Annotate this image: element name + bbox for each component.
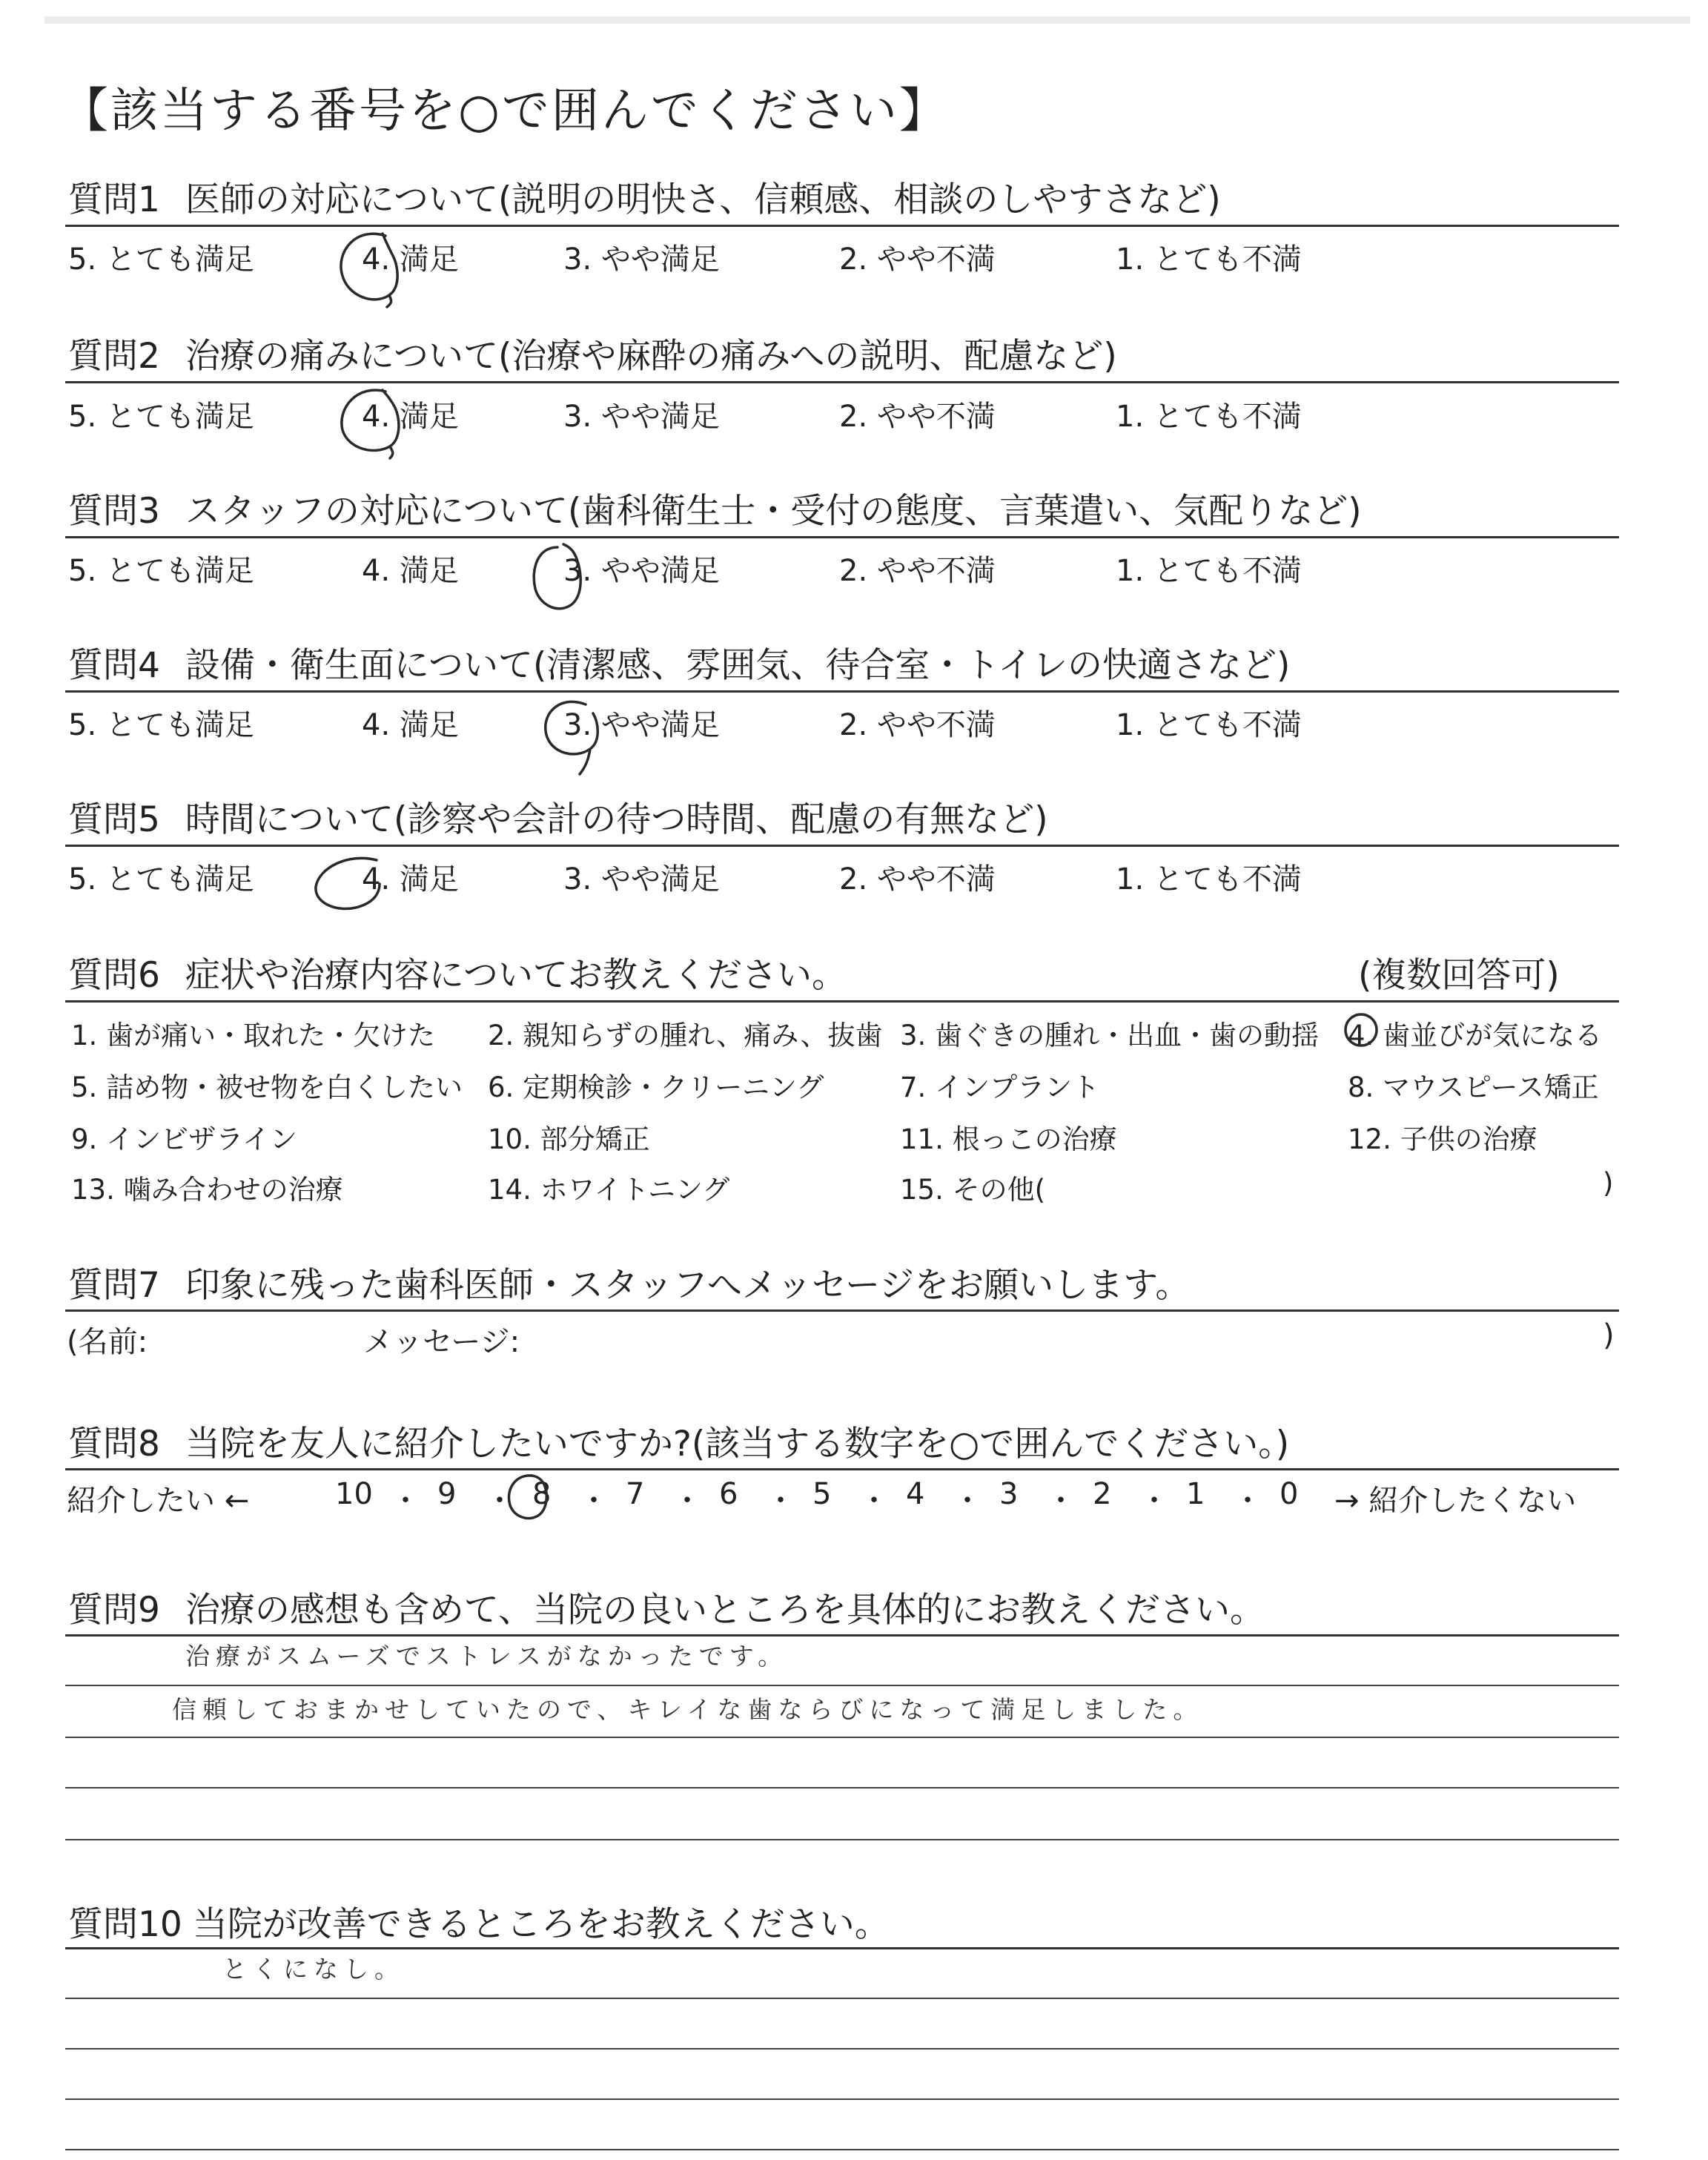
q2-option-2[interactable]: 2. やや不満 xyxy=(839,400,996,434)
question-text: 当院が改善できるところをお教えください。 xyxy=(192,1904,890,1945)
scale-separator-dot: ・ xyxy=(672,1484,702,1518)
question-1 xyxy=(68,172,1221,222)
recommend-left-label: 紹介したい ← xyxy=(67,1484,250,1518)
q6-item-4[interactable]: 4. 歯並びが気になる xyxy=(1348,1020,1603,1051)
q6-item-13[interactable]: 13. 噛み合わせの治療 xyxy=(71,1174,343,1206)
question-text: 治療の感想も含めて、当院の良いところを具体的にお教えください。 xyxy=(185,1590,1265,1631)
q9-handwritten-answer-1: 治療がスムーズでストレスがなかったです。 xyxy=(185,1642,789,1671)
q4-option-1[interactable]: 1. とても不満 xyxy=(1116,708,1302,742)
question-text: 設備・衛生面について(清潔感、雰囲気、待合室・トイレの快適さなど) xyxy=(185,645,1291,686)
question-text: 当院を友人に紹介したいですか?(該当する数字を○で囲んでください。) xyxy=(185,1424,1290,1464)
q6-item-15[interactable]: 15. その他( xyxy=(900,1174,1046,1206)
q3-option-5[interactable]: 5. とても満足 xyxy=(68,554,254,588)
question-9 xyxy=(68,1582,1265,1632)
question-number: 質問3 xyxy=(68,491,160,532)
answer-line xyxy=(65,1998,1619,1999)
q5-option-3[interactable]: 3. やや満足 xyxy=(563,862,720,896)
q6-other-close-paren: ) xyxy=(1603,1167,1614,1199)
q2-option-4[interactable]: 4. 満足 xyxy=(362,400,459,434)
q6-item-6[interactable]: 6. 定期検診・クリーニング xyxy=(488,1071,824,1103)
question-number: 質問10 xyxy=(68,1904,182,1945)
answer-line xyxy=(65,1685,1619,1686)
q3-option-1[interactable]: 1. とても不満 xyxy=(1116,554,1302,588)
recommend-value-3[interactable]: 3 xyxy=(999,1477,1019,1511)
recommend-value-4[interactable]: 4 xyxy=(906,1477,925,1511)
question-3 xyxy=(68,483,1362,533)
q6-item-10[interactable]: 10. 部分矯正 xyxy=(488,1123,650,1155)
question-text: 時間について(診察や会計の待つ時間、配慮の有無など) xyxy=(185,799,1048,840)
question-6 xyxy=(68,948,847,997)
q4-option-3[interactable]: 3. やや満足 xyxy=(563,708,720,742)
q4-option-5[interactable]: 5. とても満足 xyxy=(68,708,254,742)
scale-separator-dot: ・ xyxy=(1233,1484,1262,1518)
question-2 xyxy=(68,328,1117,378)
q4-option-2[interactable]: 2. やや不満 xyxy=(839,708,996,742)
q6-item-11[interactable]: 11. 根っこの治療 xyxy=(900,1123,1117,1155)
recommend-value-2[interactable]: 2 xyxy=(1093,1477,1112,1511)
scale-separator-dot: ・ xyxy=(953,1484,982,1518)
question-number: 質問7 xyxy=(68,1265,160,1306)
scale-separator-dot: ・ xyxy=(766,1484,795,1518)
question-4 xyxy=(68,638,1290,687)
question-number: 質問1 xyxy=(68,179,160,220)
question-7 xyxy=(68,1258,1190,1307)
recommend-value-6[interactable]: 6 xyxy=(719,1477,738,1511)
answer-line xyxy=(65,1634,1619,1636)
answer-line xyxy=(65,1737,1619,1738)
q6-item-7[interactable]: 7. インプラント xyxy=(900,1071,1100,1103)
q6-item-14[interactable]: 14. ホワイトニング xyxy=(488,1174,730,1206)
scale-separator-dot: ・ xyxy=(1046,1484,1076,1518)
divider xyxy=(65,225,1619,227)
q2-option-5[interactable]: 5. とても満足 xyxy=(68,400,254,434)
q6-item-1[interactable]: 1. 歯が痛い・取れた・欠けた xyxy=(71,1020,436,1051)
scan-top-edge xyxy=(44,16,1690,24)
q2-option-1[interactable]: 1. とても不満 xyxy=(1116,400,1302,434)
question-text: 症状や治療内容についてお教えください。 xyxy=(185,955,847,996)
scale-separator-dot: ・ xyxy=(485,1484,514,1518)
q7-name-field[interactable]: (名前: xyxy=(67,1325,148,1359)
question-number: 質問6 xyxy=(68,955,160,996)
question-number: 質問5 xyxy=(68,799,160,840)
divider xyxy=(65,381,1619,383)
q2-option-3[interactable]: 3. やや満足 xyxy=(563,400,720,434)
question-8 xyxy=(68,1416,1289,1466)
q6-item-5[interactable]: 5. 詰め物・被せ物を白くしたい xyxy=(71,1071,463,1103)
q3-option-3[interactable]: 3. やや満足 xyxy=(563,554,720,588)
question-number: 質問4 xyxy=(68,645,160,686)
answer-line xyxy=(65,1787,1619,1789)
answer-line xyxy=(65,2149,1619,2150)
q6-item-2[interactable]: 2. 親知らずの腫れ、痛み、抜歯 xyxy=(488,1020,883,1051)
q3-option-2[interactable]: 2. やや不満 xyxy=(839,554,996,588)
recommend-value-0[interactable]: 0 xyxy=(1280,1477,1299,1511)
question-number: 質問9 xyxy=(68,1590,160,1631)
q5-option-1[interactable]: 1. とても不満 xyxy=(1116,862,1302,896)
question-text: 治療の痛みについて(治療や麻酔の痛みへの説明、配慮など) xyxy=(185,336,1117,377)
answer-line xyxy=(65,2048,1619,2050)
recommend-value-10[interactable]: 10 xyxy=(335,1477,373,1511)
question-text: 医師の対応について(説明の明快さ、信頼感、相談のしやすさなど) xyxy=(185,179,1221,220)
q6-item-3[interactable]: 3. 歯ぐきの腫れ・出血・歯の動揺 xyxy=(900,1020,1320,1051)
question-5 xyxy=(68,792,1048,842)
recommend-value-1[interactable]: 1 xyxy=(1186,1477,1205,1511)
q1-selection-tail xyxy=(387,295,391,307)
q5-option-4[interactable]: 4. 満足 xyxy=(362,862,459,896)
q6-item-12[interactable]: 12. 子供の治療 xyxy=(1348,1123,1537,1155)
scale-separator-dot: ・ xyxy=(859,1484,889,1518)
q3-option-4[interactable]: 4. 満足 xyxy=(362,554,459,588)
q1-option-1[interactable]: 1. とても不満 xyxy=(1116,242,1302,277)
form-title: 【該当する番号を○で囲んでください】 xyxy=(61,84,949,139)
recommend-value-5[interactable]: 5 xyxy=(812,1477,832,1511)
divider xyxy=(65,536,1619,538)
divider xyxy=(65,1000,1619,1003)
recommend-right-label: → 紹介したくない xyxy=(1334,1484,1577,1518)
question-10 xyxy=(68,1897,890,1946)
answer-line xyxy=(65,1839,1619,1840)
recommend-value-7[interactable]: 7 xyxy=(626,1477,645,1511)
q1-option-5[interactable]: 5. とても満足 xyxy=(68,242,254,277)
q4-option-4[interactable]: 4. 満足 xyxy=(362,708,459,742)
q5-option-2[interactable]: 2. やや不満 xyxy=(839,862,996,896)
q6-item-9[interactable]: 9. インビザライン xyxy=(71,1123,297,1155)
question-number: 質問8 xyxy=(68,1424,160,1464)
answer-line xyxy=(65,2098,1619,2100)
q7-close-paren: ) xyxy=(1603,1318,1615,1353)
q1-option-3[interactable]: 3. やや満足 xyxy=(563,242,720,277)
answer-line xyxy=(65,1947,1619,1949)
scale-separator-dot: ・ xyxy=(579,1484,609,1518)
recommend-value-9[interactable]: 9 xyxy=(437,1477,457,1511)
recommend-value-8[interactable]: 8 xyxy=(532,1477,552,1511)
question-text: スタッフの対応について(歯科衛生士・受付の態度、言葉遣い、気配りなど) xyxy=(185,491,1362,532)
q6-item-8[interactable]: 8. マウスピース矯正 xyxy=(1348,1071,1599,1103)
question-text: 印象に残った歯科医師・スタッフへメッセージをお願いします。 xyxy=(185,1265,1191,1306)
multiple-answers-note: (複数回答可) xyxy=(1358,955,1560,996)
q2-selection-tail xyxy=(390,446,393,458)
divider xyxy=(65,690,1619,693)
scale-separator-dot: ・ xyxy=(1139,1484,1169,1518)
q5-option-5[interactable]: 5. とても満足 xyxy=(68,862,254,896)
q10-handwritten-answer: とくになし。 xyxy=(222,1955,405,1984)
question-number: 質問2 xyxy=(68,336,160,377)
q9-handwritten-answer-2: 信頼しておまかせしていたので、キレイな歯ならびになって満足しました。 xyxy=(172,1695,1204,1724)
q4-selection-tail xyxy=(580,749,590,774)
q7-message-field[interactable]: メッセージ: xyxy=(363,1325,520,1359)
q1-option-4[interactable]: 4. 満足 xyxy=(362,242,459,277)
divider xyxy=(65,845,1619,847)
scale-separator-dot: ・ xyxy=(391,1484,420,1518)
q1-option-2[interactable]: 2. やや不満 xyxy=(839,242,996,277)
divider xyxy=(65,1468,1619,1470)
divider xyxy=(65,1309,1619,1312)
